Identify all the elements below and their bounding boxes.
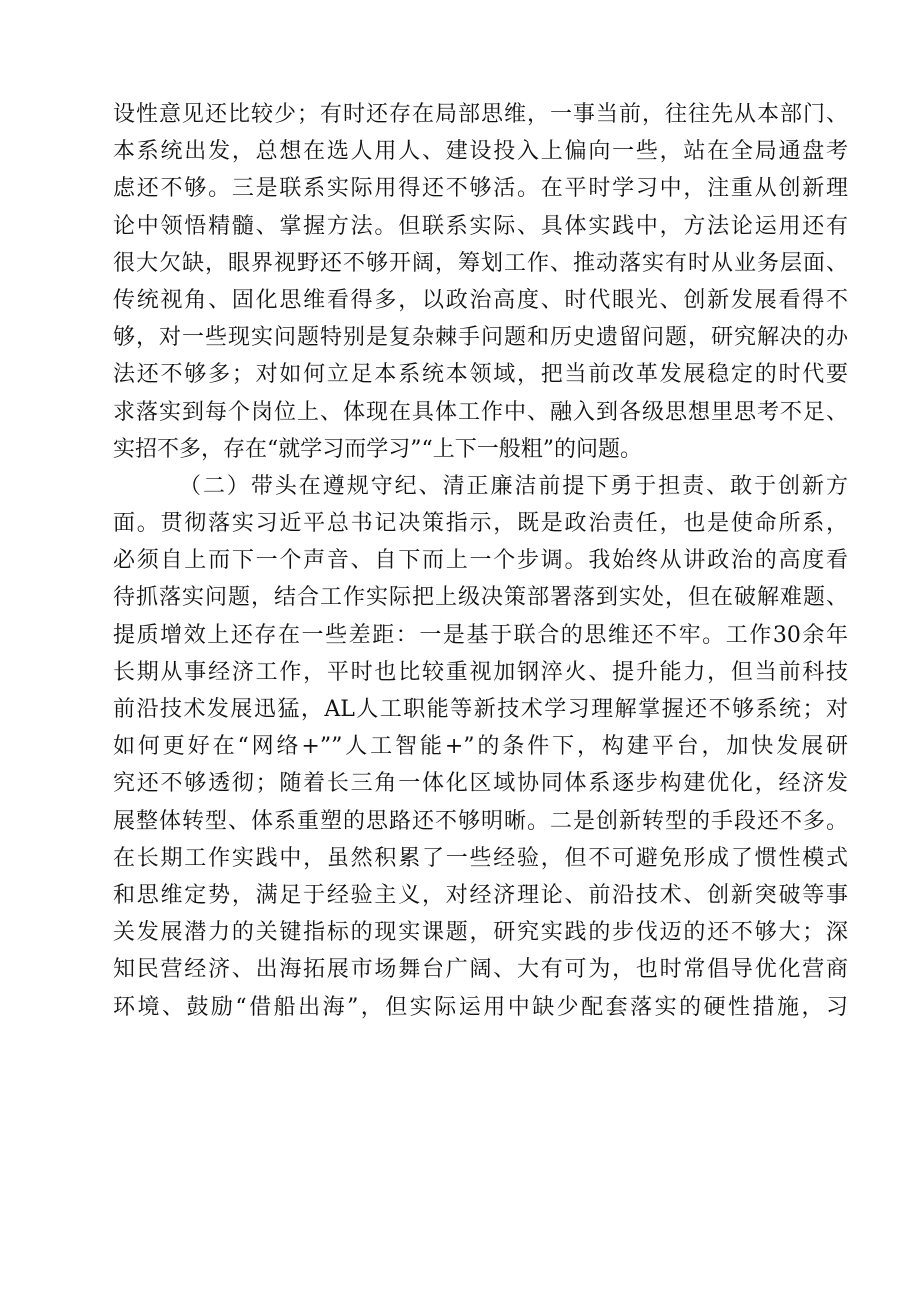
text-line: 虑还不够。三是联系实际用得还不够活。在平时学习中，注重从创新理: [113, 176, 848, 202]
text-line: 传统视角、固化思维看得多，以政治高度、时代眼光、创新发展看得不: [113, 287, 848, 313]
text-line: 设性意见还比较少；有时还存在局部思维，一事当前，往往先从本部门、: [113, 102, 848, 127]
text-line: 环境、鼓励“借船出海”，但实际运用中缺少配套落实的硬性措施，习: [113, 994, 848, 1020]
text-line: 实招不多，存在“就学习而学习”“上下一般粗”的问题。: [113, 436, 642, 462]
document-body: [113, 96, 848, 1026]
text-line: 关发展潜力的关键指标的现实课题，研究实践的步伐迈的还不够大；深: [113, 920, 848, 946]
text-line: 本系统出发，总想在选人用人、建设投入上偏向一些，站在全局通盘考: [113, 139, 848, 165]
text-line: 知民营经济、出海拓展市场舞台广阔、大有可为，也时常倡导优化营商: [113, 957, 848, 983]
text-line: 长期从事经济工作，平时也比较重视加钢淬火、提升能力，但当前科技: [113, 659, 848, 685]
text-line: 待抓落实问题，结合工作实际把上级决策部署落到实处，但在破解难题、: [113, 585, 848, 611]
text-line: 够，对一些现实问题特别是复杂棘手问题和历史遗留问题，研究解决的办: [113, 325, 848, 351]
text-line: 和思维定势，满足于经验主义，对经济理论、前沿技术、创新突破等事: [113, 882, 848, 908]
text-line: 法还不够多；对如何立足本系统本领域，把当前改革发展稳定的时代要: [113, 362, 848, 388]
text-line: 如何更好在“网络+””人工智能+”的条件下，构建平台，加快发展研: [113, 734, 848, 760]
text-line: 前沿技术发展迅猛，AL人工职能等新技术学习理解掌握还不够系统；对: [113, 697, 848, 722]
text-line: 求落实到每个岗位上、体现在具体工作中、融入到各级思想里思考不足、: [113, 399, 848, 425]
text-line: 面。贯彻落实习近平总书记决策指示，既是政治责任，也是使命所系，: [113, 511, 848, 537]
text-line: 提质增效上还存在一些差距：一是基于联合的思维还不牢。工作30余年: [113, 622, 848, 648]
text-line: 很大欠缺，眼界视野还不够开阔，筹划工作、推动落实有时从业务层面、: [113, 250, 848, 276]
text-line: 在长期工作实践中，虽然积累了一些经验，但不可避免形成了惯性模式: [113, 845, 848, 871]
text-line: 必须自上而下一个声音、自下而上一个步调。我始终从讲政治的高度看: [113, 548, 848, 574]
text-line: 究还不够透彻；随着长三角一体化区域协同体系逐步构建优化，经济发: [113, 771, 848, 797]
text-line: 论中领悟精髓、掌握方法。但联系实际、具体实践中，方法论运用还有: [113, 213, 848, 239]
text-line: 展整体转型、体系重塑的思路还不够明晰。二是创新转型的手段还不多。: [113, 808, 848, 834]
section-heading-line: （二）带头在遵规守纪、清正廉洁前提下勇于担责、敢于创新方: [179, 473, 848, 499]
